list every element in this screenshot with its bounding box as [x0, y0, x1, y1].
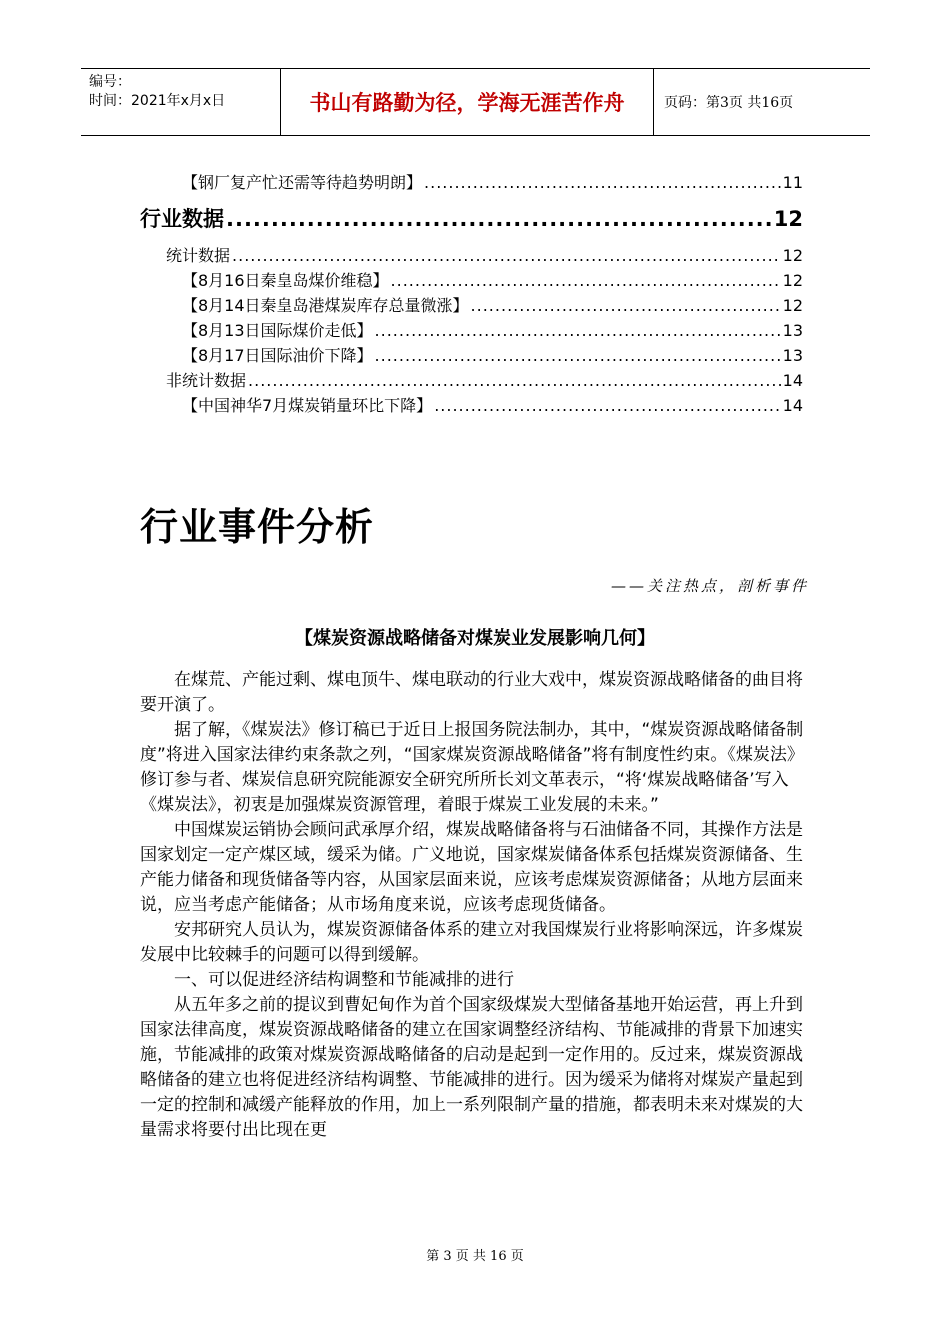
- paragraph: 据了解，《煤炭法》修订稿已于近日上报国务院法制办，其中，“煤炭资源战略储备制度”将进入国家法律约束条款之列，“国家煤炭资源战略储备”将有制度性约束。《煤炭法》修订参与者、煤炭信息研究院能源安全研究所所长刘文革表示，“将‘煤炭战略储备’写入《煤炭法》，初衷是加强煤炭资源管理，着眼于煤炭工业发展的未来。”: [140, 720, 804, 815]
- toc-leader: [226, 195, 772, 243]
- toc-leader: [424, 170, 781, 195]
- toc-entry-title: 【8月16日秦皇岛煤价维稳】: [182, 271, 389, 290]
- paragraph: 从五年多之前的提议到曹妃甸作为首个国家级煤炭大型储备基地开始运营，再上升到国家法律高度，煤炭资源战略储备的建立在国家调整经济结构、节能减排的背景下加速实施，节能减排的政策对煤炭资源战略储备的启动是起到一定作用的。反过来，煤炭资源战略储备的建立也将促进经济结构调整、节能减排的进行。因为缓采为储将对煤炭产量起到一定的控制和减缓产能释放的作用，加上一系列限制产量的措施，都表明未来对煤炭的大量需求将要付出比现在更: [140, 995, 803, 1140]
- paragraph: 中国煤炭运销协会顾问武承厚介绍，煤炭战略储备将与石油储备不同，其操作方法是国家划定一定产煤区域，缓采为储。广义地说，国家煤炭储备体系包括煤炭资源储备、生产能力储备和现货储备等内容，从国家层面来说，应该考虑煤炭资源储备；从地方层面来说，应当考虑产能储备；从市场角度来说，应该考虑现货储备。: [140, 820, 803, 915]
- section-title: 行业事件分析: [140, 505, 375, 549]
- toc-entry-title: 【中国神华7月煤炭销量环比下降】: [182, 396, 433, 415]
- toc-leader: [434, 393, 780, 418]
- toc-entry-title: 【8月14日秦皇岛港煤炭库存总量微涨】: [182, 296, 469, 315]
- page-header: [81, 68, 870, 136]
- page-footer: 第 3 页 共 16 页: [426, 1249, 524, 1264]
- header-page-info: 页码：第3页 共16页: [664, 95, 794, 111]
- toc-entry[interactable]: [140, 368, 803, 393]
- toc-entry-page: 13: [782, 321, 803, 340]
- toc-entry-page: 12: [782, 246, 803, 265]
- toc-entry-title: 【8月17日国际油价下降】: [182, 346, 373, 365]
- toc-entry-page: 14: [782, 371, 803, 390]
- toc-leader: [391, 268, 781, 293]
- toc-entry-title: 【钢厂复产忙还需等待趋势明朗】: [182, 173, 423, 192]
- toc-entry-page: 11: [782, 173, 803, 192]
- toc-entry-title: 【8月13日国际煤价走低】: [182, 321, 373, 340]
- toc-leader: [232, 243, 781, 268]
- number-label: 编号：: [89, 74, 131, 90]
- toc-entry-page: 12: [782, 271, 803, 290]
- toc-entry-page: 12: [782, 296, 803, 315]
- toc-entry[interactable]: [140, 243, 803, 268]
- toc-leader: [375, 318, 781, 343]
- toc-entry[interactable]: [140, 195, 803, 243]
- toc-entry[interactable]: [140, 268, 803, 293]
- paragraph: 在煤荒、产能过剩、煤电顶牛、煤电联动的行业大戏中，煤炭资源战略储备的曲目将要开演了。: [140, 670, 803, 715]
- toc-entry-page: 14: [782, 396, 803, 415]
- toc-entry[interactable]: [140, 170, 803, 195]
- date-label: 时间：2021年x月x日: [89, 93, 226, 109]
- toc-entry-title: 非统计数据: [166, 371, 247, 390]
- header-motto: 书山有路勤为径，学海无涯苦作舟: [281, 69, 654, 135]
- toc-entry-title: 行业数据: [140, 207, 224, 231]
- paragraph: 一、可以促进经济结构调整和节能减排的进行: [174, 970, 514, 990]
- toc-leader: [471, 293, 781, 318]
- section-subtitle: ——关注热点，剖析事件: [610, 577, 809, 595]
- article-title: 【煤炭资源战略储备对煤炭业发展影响几何】: [295, 628, 655, 649]
- header-left-cell: [81, 69, 281, 135]
- table-of-contents: [140, 170, 803, 418]
- toc-entry[interactable]: [140, 293, 803, 318]
- toc-entry[interactable]: [140, 343, 803, 368]
- toc-leader: [375, 343, 781, 368]
- toc-entry-page: 12: [773, 207, 803, 231]
- toc-entry[interactable]: [140, 393, 803, 418]
- toc-leader: [248, 368, 781, 393]
- toc-entry[interactable]: [140, 318, 803, 343]
- toc-entry-title: 统计数据: [166, 246, 231, 265]
- article-body: [140, 668, 816, 1143]
- toc-entry-page: 13: [782, 346, 803, 365]
- paragraph: 安邦研究人员认为，煤炭资源储备体系的建立对我国煤炭行业将影响深远，许多煤炭发展中比较棘手的问题可以得到缓解。: [140, 920, 803, 965]
